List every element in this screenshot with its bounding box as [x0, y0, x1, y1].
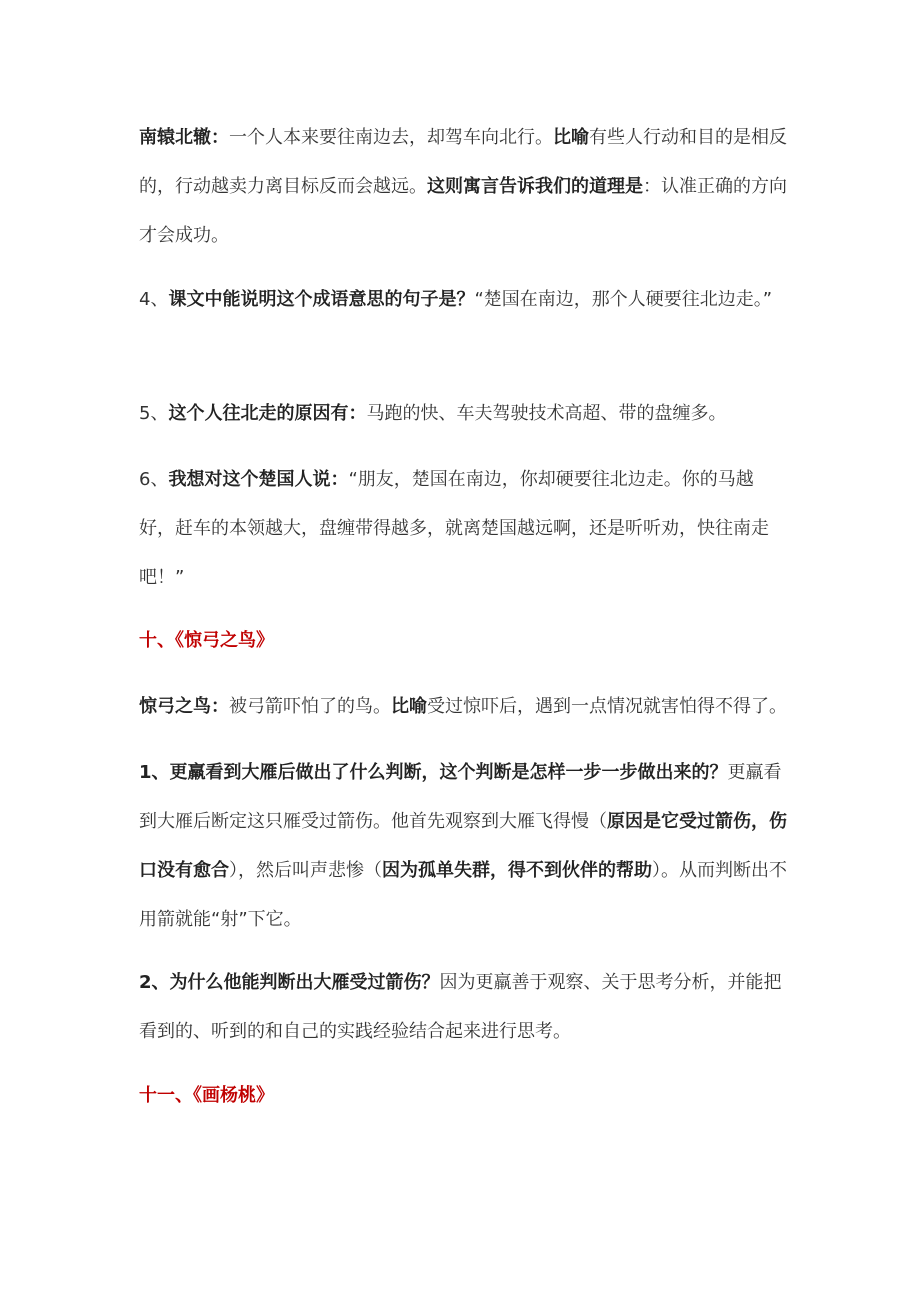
question-text: 1、更羸看到大雁后做出了什么判断，这个判断是怎样一步一步做出来的？ — [139, 762, 728, 783]
question-number: 6、 — [139, 469, 169, 490]
text: 受过惊吓后，遇到一点情况就害怕得不得了。 — [427, 696, 787, 717]
bold-text: 这则寓言告诉我们的道理是 — [427, 176, 643, 197]
paragraph-jinggongzhiniao — [139, 682, 789, 731]
bold-text: 原因是它受过箭伤，伤口没有愈合 — [139, 811, 787, 881]
answer-text: ），然后叫声悲惨（ — [229, 860, 382, 881]
answer-text: “朋友，楚国在南边，你却硬要往北边走。你的马越好，赶车的本领越大，盘缠带得越多，就离楚国越远啊，还是听听劝，快往南走吧！” — [139, 469, 769, 588]
text: 一个人本来要往南边去，却驾车向北行。 — [229, 127, 553, 148]
question-2 — [139, 958, 789, 1056]
term: 南辕北辙： — [139, 127, 229, 148]
question-text: 2、为什么他能判断出大雁受过箭伤？ — [139, 972, 440, 993]
answer-text: 更羸看到大雁后断定这只雁受过箭伤。他首先观察到大雁飞得慢（ — [139, 762, 782, 832]
answer-text: ）。从而判断出不用箭就能“射”下它。 — [139, 860, 787, 930]
question-4 — [139, 275, 789, 324]
answer-text: “楚国在南边，那个人硬要往北边走。” — [474, 289, 773, 310]
text: ：认准正确的方向才会成功。 — [139, 176, 787, 246]
answer-text: 马跑的快、车夫驾驶技术高超、带的盘缠多。 — [366, 403, 727, 424]
bold-text: 因为孤单失群，得不到伙伴的帮助 — [382, 860, 652, 881]
text: 有些人行动和目的是相反的，行动越卖力离目标反而会越远。 — [139, 127, 787, 197]
paragraph-nanyuanbeizhe — [139, 113, 789, 260]
question-6 — [139, 455, 789, 602]
answer-text: 因为更羸善于观察、关于思考分析，并能把看到的、听到的和自己的实践经验结合起来进行思考。 — [139, 972, 782, 1042]
text: 被弓箭吓怕了的鸟。 — [229, 696, 391, 717]
question-text: 这个人往北走的原因有： — [168, 403, 367, 424]
question-1 — [139, 748, 789, 944]
bold-text: 比喻 — [553, 127, 589, 148]
question-text: 我想对这个楚国人说： — [168, 469, 349, 490]
section-heading-11: 十一、《画杨桃》 — [139, 1085, 274, 1106]
question-5 — [139, 389, 789, 438]
term: 惊弓之鸟： — [139, 696, 229, 717]
question-number: 5、 — [139, 403, 169, 424]
bold-text: 比喻 — [391, 696, 427, 717]
section-heading-10: 十、《惊弓之鸟》 — [139, 630, 274, 651]
question-text: 课文中能说明这个成语意思的句子是？ — [168, 289, 475, 310]
question-number: 4、 — [139, 289, 169, 310]
